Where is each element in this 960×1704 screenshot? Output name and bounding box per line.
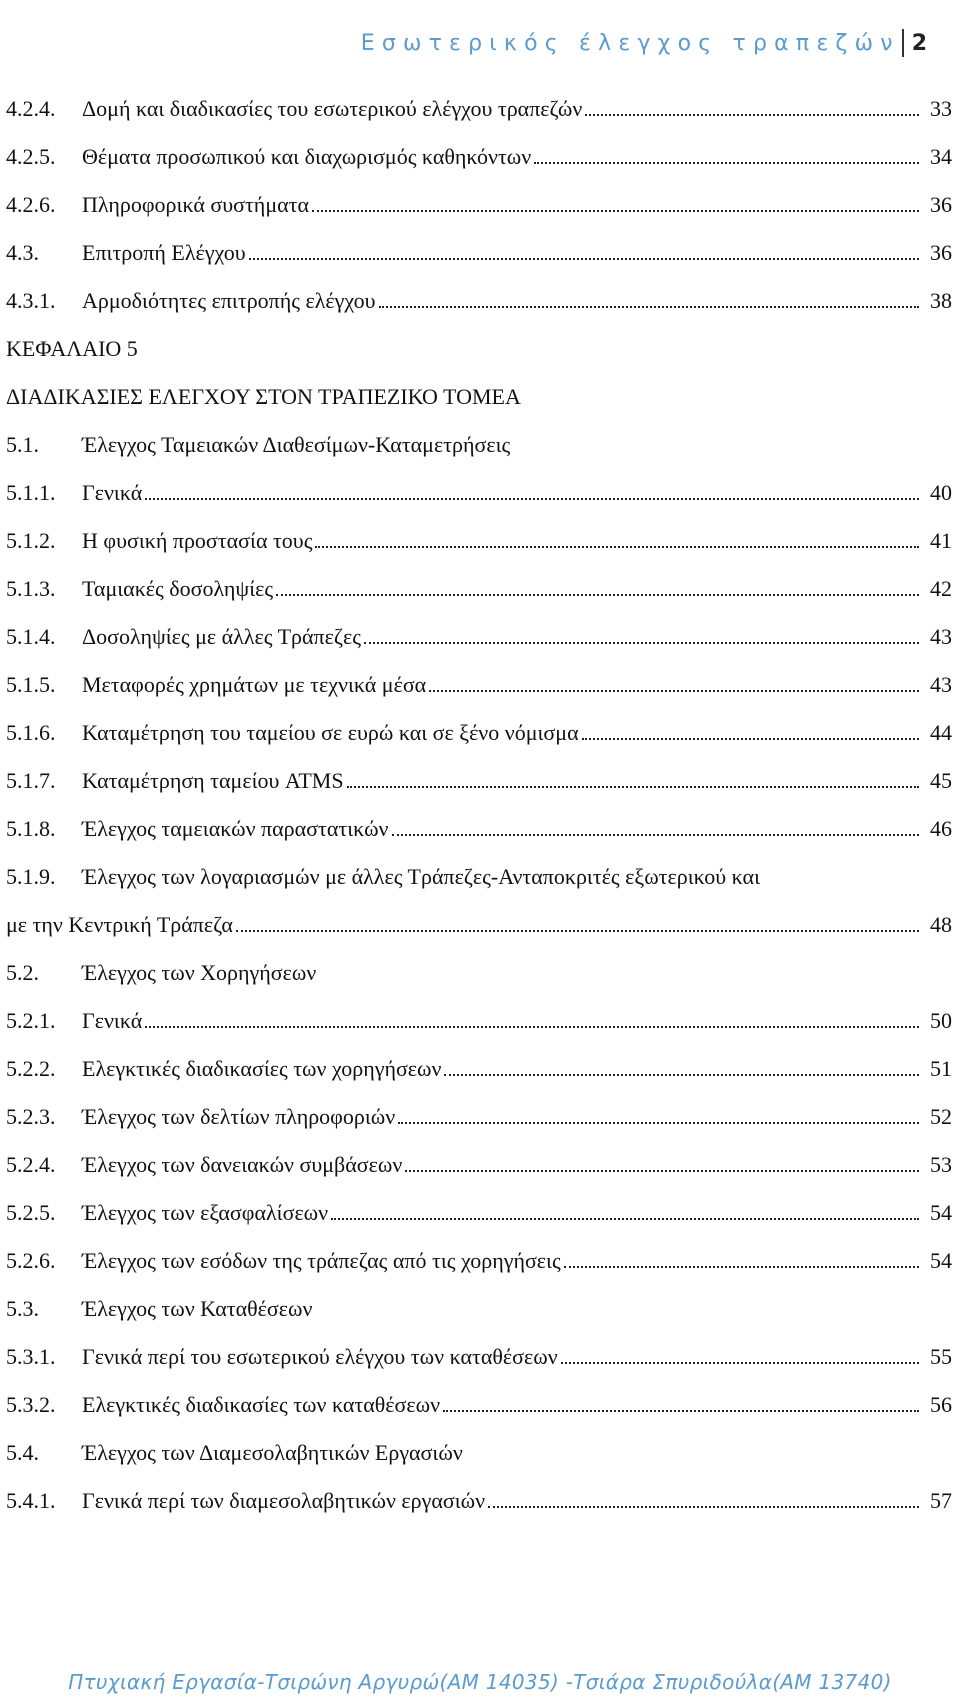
toc-entry xyxy=(6,1237,952,1285)
toc-entry-title: Πληροφορικά συστήματα xyxy=(82,192,310,217)
toc-entry-page: 55 xyxy=(930,1344,952,1369)
toc-entry-title: Γενικά περί του εσωτερικού ελέγχου των καταθέσεων xyxy=(82,1344,558,1369)
toc-entry-title: Θέματα προσωπικού και διαχωρισμός καθηκόντων xyxy=(82,144,532,169)
toc-entry xyxy=(6,757,952,805)
toc-entry-title: Έλεγχος των εξασφαλίσεων xyxy=(82,1200,329,1225)
toc-entry-page: 46 xyxy=(930,816,952,841)
toc-entry xyxy=(6,517,952,565)
toc-entry-page: 45 xyxy=(930,768,952,793)
toc-entry-number: 4.2.6. xyxy=(6,192,56,217)
toc-entry-number: 5.1.4. xyxy=(6,624,56,649)
toc-entry xyxy=(6,709,952,757)
toc-entry-number: 5.3. xyxy=(6,1296,39,1321)
toc-entry xyxy=(6,1333,952,1381)
toc-dot-leader xyxy=(145,498,919,500)
toc-dot-leader xyxy=(315,546,919,548)
toc-entry-title: Γενικά περί των διαμεσολαβητικών εργασιών xyxy=(82,1488,486,1513)
toc-dot-leader xyxy=(331,1218,919,1220)
header-page-number: 2 xyxy=(911,30,927,56)
toc-entry-page: 36 xyxy=(930,192,952,217)
toc-entry xyxy=(6,181,952,229)
toc-entry-number: 5.2.4. xyxy=(6,1152,56,1177)
toc-entry xyxy=(6,1141,952,1189)
toc-entry-page: 34 xyxy=(930,144,952,169)
toc-entry-number: 5.2.3. xyxy=(6,1104,56,1129)
toc-entry-number: 5.1.1. xyxy=(6,480,56,505)
toc-dot-leader xyxy=(488,1506,919,1508)
toc-entry-page: 43 xyxy=(930,672,952,697)
toc-entry-number: 5.2. xyxy=(6,960,39,985)
toc-entry xyxy=(6,1189,952,1237)
toc-entry-number: 5.1.8. xyxy=(6,816,56,841)
toc-entry-number: 5.3.2. xyxy=(6,1392,56,1417)
toc-entry-page: 38 xyxy=(930,288,952,313)
toc-entry xyxy=(6,229,952,277)
toc-entry-page: 54 xyxy=(930,1200,952,1225)
toc-entry xyxy=(6,1285,952,1333)
toc-entry xyxy=(6,85,952,133)
toc-entry-number: 5.2.1. xyxy=(6,1008,56,1033)
toc-dot-leader xyxy=(145,1026,919,1028)
toc-entry-title: Έλεγχος των Χορηγήσεων xyxy=(82,960,317,985)
toc-entry-page: 41 xyxy=(930,528,952,553)
toc-entry xyxy=(6,997,952,1045)
toc-entry-title: με την Κεντρική Τράπεζα xyxy=(6,912,233,937)
toc-entry-title: Μεταφορές χρημάτων με τεχνικά μέσα xyxy=(82,672,427,697)
toc-entry-title: Έλεγχος των εσόδων της τράπεζας από τις χορηγήσεις xyxy=(82,1248,561,1273)
toc-entry-number: 5.3.1. xyxy=(6,1344,56,1369)
toc-entry-number: 4.3. xyxy=(6,240,39,265)
toc-entry-page: 56 xyxy=(930,1392,952,1417)
toc-entry xyxy=(6,853,952,901)
toc-entry-title: Ελεγκτικές διαδικασίες των χορηγήσεων xyxy=(82,1056,442,1081)
toc-entry xyxy=(6,1381,952,1429)
toc-dot-leader xyxy=(398,1122,919,1124)
toc-entry-number: 5.1.5. xyxy=(6,672,56,697)
toc-entry-number: 5.1.6. xyxy=(6,720,56,745)
toc-entry xyxy=(6,469,952,517)
toc-entry-page: 57 xyxy=(930,1488,952,1513)
toc-entry-title: Η φυσική προστασία τους xyxy=(82,528,313,553)
toc-entry-number: 5.1.7. xyxy=(6,768,56,793)
toc-entry xyxy=(6,805,952,853)
toc-dot-leader xyxy=(443,1410,919,1412)
toc-entry xyxy=(6,277,952,325)
toc-entry-title: Καταμέτρηση του ταμείου σε ευρώ και σε ξένο νόμισμα xyxy=(82,720,579,745)
toc-entry-title: Ελεγκτικές διαδικασίες των καταθέσεων xyxy=(82,1392,441,1417)
toc-dot-leader xyxy=(429,690,919,692)
toc-entry-title: Γενικά xyxy=(82,1008,143,1033)
toc-entry xyxy=(6,373,952,421)
toc-entry-title: Γενικά xyxy=(82,480,143,505)
toc-dot-leader xyxy=(236,930,919,932)
toc-entry-title: Έλεγχος των δελτίων πληροφοριών xyxy=(82,1104,396,1129)
toc-entry-page: 54 xyxy=(930,1248,952,1273)
toc-entry-page: 51 xyxy=(930,1056,952,1081)
toc-entry-page: 33 xyxy=(930,96,952,121)
toc-dot-leader xyxy=(564,1266,919,1268)
toc-entry-page: 52 xyxy=(930,1104,952,1129)
toc-entry-page: 42 xyxy=(930,576,952,601)
toc-entry-number: 5.4.1. xyxy=(6,1488,56,1513)
toc-entry-number: 4.2.4. xyxy=(6,96,56,121)
toc-dot-leader xyxy=(585,114,919,116)
toc-entry-title: Καταμέτρηση ταμείου ATMS xyxy=(82,768,344,793)
toc-entry-title: Έλεγχος των Διαμεσολαβητικών Εργασιών xyxy=(82,1440,463,1465)
toc-entry xyxy=(6,1429,952,1477)
toc-entry xyxy=(6,613,952,661)
toc-dot-leader xyxy=(364,642,919,644)
header-title: Εσωτερικός έλεγχος τραπεζών xyxy=(360,30,900,56)
toc-entry-page: 53 xyxy=(930,1152,952,1177)
toc-dot-leader xyxy=(534,162,919,164)
toc-dot-leader xyxy=(582,738,919,740)
toc-dot-leader xyxy=(561,1362,919,1364)
toc-entry-title: Δομή και διαδικασίες του εσωτερικού ελέγχου τραπεζών xyxy=(82,96,583,121)
toc-entry-page: 44 xyxy=(930,720,952,745)
toc-entry xyxy=(6,1093,952,1141)
toc-entry-number: 4.2.5. xyxy=(6,144,56,169)
toc-entry-title: Έλεγχος Ταμειακών Διαθεσίμων-Καταμετρήσεις xyxy=(82,432,511,457)
toc-entry xyxy=(6,1045,952,1093)
toc-entry-number: 5.2.2. xyxy=(6,1056,56,1081)
toc-dot-leader xyxy=(276,594,919,596)
toc-entry xyxy=(6,949,952,997)
toc-dot-leader xyxy=(405,1170,919,1172)
toc-entry-page: 50 xyxy=(930,1008,952,1033)
toc-dot-leader xyxy=(444,1074,919,1076)
toc-entry-page: 40 xyxy=(930,480,952,505)
toc-entry xyxy=(6,325,952,373)
toc-entry xyxy=(6,661,952,709)
toc-entry-title: Έλεγχος ταμειακών παραστατικών xyxy=(82,816,389,841)
toc-entry-page: 43 xyxy=(930,624,952,649)
toc-dot-leader xyxy=(249,258,919,260)
toc-entry-title: Αρμοδιότητες επιτροπής ελέγχου xyxy=(82,288,376,313)
toc-entry-page: 48 xyxy=(930,912,952,937)
toc-dot-leader xyxy=(379,306,919,308)
toc-entry-number: 5.4. xyxy=(6,1440,39,1465)
toc-entry-number: 5.2.5. xyxy=(6,1200,56,1225)
toc-entry xyxy=(6,565,952,613)
toc-entry-number: 5.1.2. xyxy=(6,528,56,553)
toc-entry-title: Έλεγχος των δανειακών συμβάσεων xyxy=(82,1152,403,1177)
toc-dot-leader xyxy=(347,786,919,788)
toc-entry xyxy=(6,1477,952,1525)
toc-entry-number: 5.1.3. xyxy=(6,576,56,601)
toc-entry xyxy=(6,421,952,469)
toc-entry-number: 5.2.6. xyxy=(6,1248,56,1273)
table-of-contents xyxy=(6,85,952,1525)
toc-entry-title: Επιτροπή Ελέγχου xyxy=(82,240,246,265)
toc-entry-title: ΔΙΑΔΙΚΑΣΙΕΣ ΕΛΕΓΧΟΥ ΣΤΟΝ ΤΡΑΠΕΖΙΚΟ ΤΟΜΕΑ xyxy=(6,384,521,409)
toc-entry-title: Έλεγχος των λογαριασμών με άλλες Τράπεζες-Ανταποκριτές εξωτερικού και xyxy=(82,864,760,889)
toc-dot-leader xyxy=(392,834,920,836)
toc-entry-title: ΚΕΦΑΛΑΙΟ 5 xyxy=(6,336,138,361)
toc-entry xyxy=(6,133,952,181)
toc-entry xyxy=(6,901,952,949)
toc-entry-page: 36 xyxy=(930,240,952,265)
toc-entry-number: 4.3.1. xyxy=(6,288,56,313)
running-header xyxy=(361,26,927,60)
running-footer: Πτυχιακή Εργασία-Τσιρώνη Αργυρώ(ΑΜ 14035) -Τσιάρα Σπυριδούλα(ΑΜ 13740) xyxy=(68,1670,892,1694)
toc-entry-number: 5.1.9. xyxy=(6,864,56,889)
toc-entry-title: Έλεγχος των Καταθέσεων xyxy=(82,1296,313,1321)
toc-entry-number: 5.1. xyxy=(6,432,39,457)
header-divider xyxy=(902,29,904,57)
toc-dot-leader xyxy=(312,210,919,212)
toc-entry-title: Ταμιακές δοσοληψίες xyxy=(82,576,274,601)
toc-entry-title: Δοσοληψίες με άλλες Τράπεζες xyxy=(82,624,361,649)
